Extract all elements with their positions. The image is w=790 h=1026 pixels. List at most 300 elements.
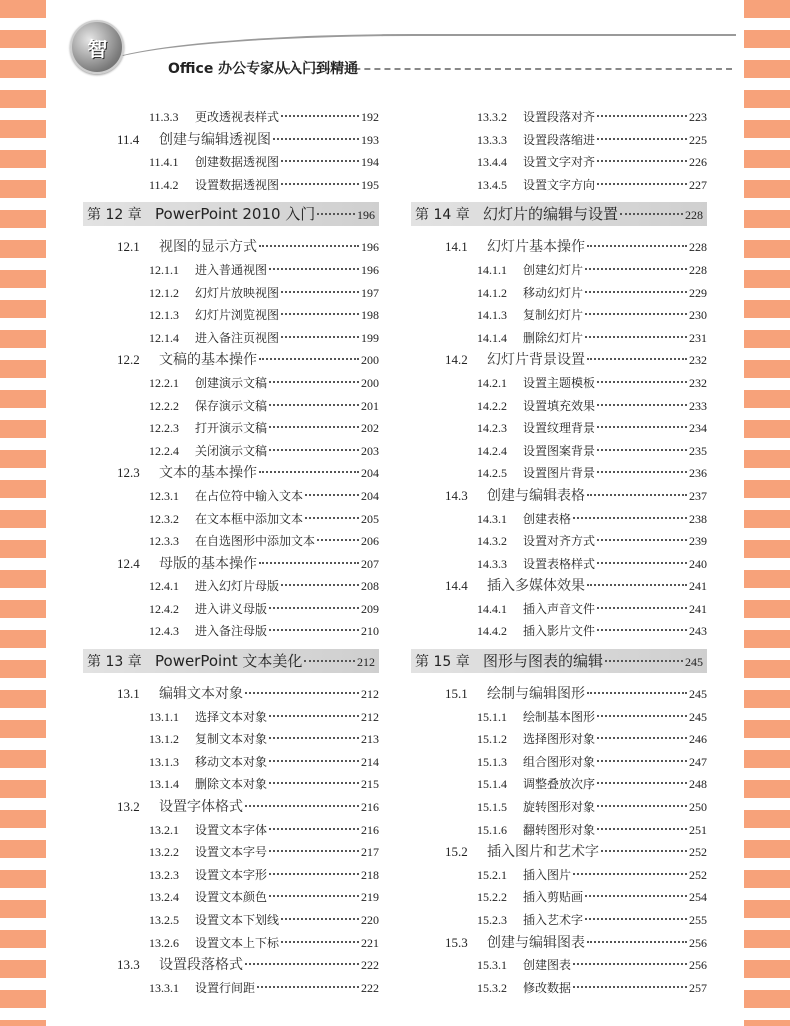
toc-subsection-entry [83,886,379,909]
toc-section-entry [83,954,379,977]
toc-subsection-entry [83,106,379,129]
toc-entry-page: 203 [361,443,379,458]
toc-entry-title: 幻灯片放映视图 [195,285,280,300]
toc-entry-title: 打开演示文稿 [195,421,268,436]
toc-entry-title: 插入艺术字 [523,913,584,927]
toc-section-entry [411,236,707,259]
toc-entry-title: 创建与编辑图表 [487,934,585,951]
dot-leader [573,963,687,965]
dot-leader [601,850,687,852]
toc-entry-title: 调整叠放次序 [523,777,596,792]
dot-leader [245,805,359,807]
toc-entry-page: 218 [361,867,379,882]
toc-entry-number: 15.1.5 [477,800,507,815]
toc-entry-title: 设置段落格式 [159,957,243,974]
logo-text: 智 [87,36,107,61]
dot-leader [597,160,687,162]
toc-entry-number: 13.4.5 [477,177,507,192]
toc-subsection-entry [83,620,379,643]
toc-entry-title: 设置主题模板 [523,375,596,390]
dot-leader [597,629,687,631]
toc-entry-title: 更改透视表样式 [195,110,280,124]
toc-entry-title: 创建表格 [523,511,572,526]
toc-entry-title: 组合图形对象 [523,754,596,769]
toc-subsection-entry [83,259,379,282]
dot-leader [259,245,359,247]
dot-leader [257,986,359,988]
dot-leader [269,404,359,406]
toc-entry-number: 12.3 [117,465,140,481]
toc-subsection-entry [411,864,707,887]
dot-leader [281,291,359,293]
toc-entry-page: 194 [361,155,379,170]
toc-entry-number: 12.3.1 [149,488,179,503]
toc-entry-number: 12.1 [117,239,140,255]
toc-entry-page: 192 [361,110,379,124]
toc-entry-number: 15.1.1 [477,709,507,724]
toc-section-entry [83,796,379,819]
toc-entry-number: 12.2.4 [149,443,179,458]
toc-entry-page: 200 [361,353,379,368]
toc-subsection-entry [83,932,379,955]
toc-subsection-entry [83,773,379,796]
toc-subsection-entry [411,462,707,485]
toc-entry-page: 251 [689,822,707,837]
toc-subsection-entry [83,395,379,418]
dot-leader [587,358,687,360]
toc-entry-number: 13.1.2 [149,732,179,747]
toc-subsection-entry [83,819,379,842]
page-header [54,0,736,82]
toc-entry-title: 插入图片 [523,867,572,882]
toc-entry-number: 14.2.4 [477,443,507,458]
toc-entry-page: 216 [361,822,379,837]
dot-leader [281,313,359,315]
toc-entry-page: 229 [689,285,707,300]
toc-subsection-entry [83,304,379,327]
dot-leader [597,138,687,140]
dot-leader [573,873,687,875]
toc-entry-title: 设置表格样式 [523,556,596,571]
toc-entry-number: 15.1.4 [477,777,507,792]
toc-chapter-heading [83,649,379,673]
toc-entry-page: 231 [689,330,707,345]
toc-subsection-entry [83,282,379,305]
toc-entry-page: 241 [689,601,707,616]
toc-subsection-entry [83,174,379,197]
toc-entry-number: 11.4.2 [149,177,179,192]
dot-leader [585,918,687,920]
toc-entry-title: 进入讲义母版 [195,601,268,616]
dot-leader [587,494,687,496]
dot-leader [269,760,359,762]
toc-section-entry [83,129,379,152]
toc-entry-page: 257 [689,980,707,995]
toc-entry-page: 240 [689,556,707,571]
toc-entry-title: 设置段落对齐 [523,110,596,124]
toc-entry-number: 15.1.6 [477,822,507,837]
toc-entry-page: 214 [361,754,379,769]
toc-entry-number: 11.3.3 [149,110,179,124]
dot-leader [597,471,687,473]
toc-entry-title: 设置图片背景 [523,466,596,481]
toc-entry-number: 13.2.4 [149,890,179,905]
toc-entry-number: 13.2 [117,799,140,815]
toc-subsection-entry [411,395,707,418]
toc-entry-page: 245 [689,709,707,724]
toc-subsection-entry [411,174,707,197]
toc-subsection-entry [411,417,707,440]
dot-leader [597,782,687,784]
toc-entry-number: 第 14 章 [415,207,470,224]
toc-entry-number: 13.1.1 [149,709,179,724]
toc-entry-title: 设置文本字体 [195,822,268,837]
toc-entry-title: 移动幻灯片 [523,285,584,300]
toc-left-column [83,106,379,999]
dot-leader [317,539,359,541]
toc-entry-title: 插入影片文件 [523,624,596,639]
dot-leader [269,449,359,451]
dot-leader [281,584,359,586]
toc-section-entry [83,349,379,372]
dot-leader [281,918,359,920]
toc-entry-title: 创建与编辑透视图 [159,131,271,148]
toc-entry-page: 204 [361,466,379,481]
toc-entry-page: 202 [361,421,379,436]
toc-entry-title: 在自选图形中添加文本 [195,534,316,549]
toc-section-entry [411,932,707,955]
toc-entry-number: 12.3.3 [149,534,179,549]
toc-subsection-entry [83,151,379,174]
toc-section-entry [83,236,379,259]
dot-leader [245,692,359,694]
toc-subsection-entry [411,796,707,819]
toc-entry-page: 247 [689,754,707,769]
toc-entry-page: 197 [361,285,379,300]
toc-subsection-entry [411,530,707,553]
dot-leader [573,517,687,519]
dot-leader [597,715,687,717]
toc-subsection-entry [411,106,707,129]
toc-entry-number: 第 15 章 [415,654,470,671]
toc-subsection-entry [83,327,379,350]
toc-entry-number: 第 13 章 [87,654,142,671]
toc-entry-number: 12.1.1 [149,262,179,277]
toc-entry-page: 245 [685,655,703,670]
toc-entry-page: 219 [361,890,379,905]
toc-entry-number: 15.2.2 [477,890,507,905]
toc-entry-title: 创建与编辑表格 [487,487,585,504]
dot-leader [587,584,687,586]
toc-entry-title: 创建数据透视图 [195,155,280,170]
toc-subsection-entry [83,417,379,440]
toc-entry-number: 14.1.1 [477,262,507,277]
dot-leader [269,895,359,897]
toc-section-entry [411,575,707,598]
dot-leader [281,160,359,162]
toc-subsection-entry [411,886,707,909]
toc-entry-page: 233 [689,398,707,413]
toc-entry-title: 设置填充效果 [523,398,596,413]
toc-entry-page: 222 [361,958,379,973]
toc-entry-title: 幻灯片基本操作 [487,239,585,256]
toc-entry-page: 234 [689,421,707,436]
toc-entry-page: 212 [361,709,379,724]
toc-entry-title: 文本的基本操作 [159,465,257,482]
toc-entry-title: 绘制与编辑图形 [487,686,585,703]
toc-entry-number: 14.2 [445,352,468,368]
toc-entry-number: 13.4.4 [477,155,507,170]
dot-leader [597,805,687,807]
dot-leader [269,607,359,609]
toc-entry-number: 14.2.5 [477,466,507,481]
toc-entry-page: 195 [361,177,379,192]
dot-leader [597,426,687,428]
toc-entry-page: 217 [361,845,379,860]
toc-entry-number: 13.1.4 [149,777,179,792]
dot-leader [597,539,687,541]
toc-subsection-entry [411,598,707,621]
toc-subsection-entry [411,304,707,327]
dot-leader [597,828,687,830]
toc-entry-page: 252 [689,867,707,882]
toc-entry-title: 选择文本对象 [195,709,268,724]
toc-entry-page: 206 [361,534,379,549]
toc-entry-number: 13.1 [117,686,140,702]
dot-leader [305,494,359,496]
toc-right-column [411,106,707,999]
right-edge-stripes [744,0,790,1026]
toc-entry-title: PowerPoint 2010 入门 [155,205,316,224]
toc-entry-number: 15.3 [445,934,468,950]
toc-entry-page: 196 [357,208,375,223]
left-edge-stripes [0,0,46,1026]
toc-subsection-entry [411,728,707,751]
toc-subsection-entry [411,751,707,774]
toc-entry-page: 237 [689,488,707,503]
toc-entry-title: 插入图片和艺术字 [487,844,599,861]
toc-subsection-entry [83,598,379,621]
toc-entry-title: 关闭演示文稿 [195,443,268,458]
dot-leader [597,607,687,609]
dot-leader [269,850,359,852]
toc-subsection-entry [411,909,707,932]
toc-entry-page: 204 [361,488,379,503]
toc-entry-page: 227 [689,177,707,192]
toc-chapter-heading [411,649,707,673]
dot-leader [281,336,359,338]
dot-leader [585,268,687,270]
toc-subsection-entry [411,773,707,796]
toc-entry-title: 设置文字方向 [523,177,596,192]
toc-entry-title: 幻灯片浏览视图 [195,308,280,323]
toc-entry-page: 199 [361,330,379,345]
toc-entry-title: 设置行间距 [195,980,256,995]
book-title: Office 办公专家从入门到精通 [168,61,359,77]
toc-subsection-entry [83,909,379,932]
toc-entry-title: 创建幻灯片 [523,262,584,277]
toc-entry-page: 245 [689,687,707,702]
toc-entry-number: 13.2.6 [149,935,179,950]
dot-leader [573,986,687,988]
toc-entry-page: 223 [689,110,707,124]
toc-entry-number: 12.4.1 [149,579,179,594]
toc-section-entry [83,683,379,706]
toc-entry-number: 14.3.1 [477,511,507,526]
toc-entry-title: 选择图形对象 [523,732,596,747]
toc-entry-number: 11.4 [117,131,140,147]
toc-entry-page: 216 [361,800,379,815]
toc-entry-number: 14.1.4 [477,330,507,345]
toc-entry-number: 14.1.2 [477,285,507,300]
dot-leader [597,183,687,185]
dot-leader [269,782,359,784]
dot-leader [620,213,683,215]
toc-entry-title: 编辑文本对象 [159,686,243,703]
dot-leader [269,737,359,739]
toc-entry-page: 248 [689,777,707,792]
toc-entry-page: 222 [361,980,379,995]
toc-entry-page: 228 [685,208,703,223]
toc-entry-number: 15.3.2 [477,980,507,995]
toc-entry-number: 13.3.2 [477,110,507,124]
toc-entry-page: 221 [361,935,379,950]
toc-entry-page: 213 [361,732,379,747]
toc-entry-page: 207 [361,556,379,571]
dot-leader [269,715,359,717]
toc-subsection-entry [411,977,707,1000]
toc-entry-number: 12.3.2 [149,511,179,526]
toc-entry-number: 15.1 [445,686,468,702]
toc-entry-page: 212 [361,687,379,702]
toc-entry-number: 12.1.4 [149,330,179,345]
toc-subsection-entry [83,508,379,531]
toc-subsection-entry [83,751,379,774]
dot-leader [585,336,687,338]
toc-entry-number: 14.2.2 [477,398,507,413]
toc-entry-page: 236 [689,466,707,481]
toc-entry-page: 241 [689,579,707,594]
toc-entry-number: 13.2.1 [149,822,179,837]
toc-entry-title: 绘制基本图形 [523,709,596,724]
toc-subsection-entry [411,620,707,643]
toc-entry-title: 进入备注页视图 [195,330,280,345]
toc-entry-number: 14.3.3 [477,556,507,571]
toc-entry-title: 保存演示文稿 [195,398,268,413]
toc-entry-title: 在文本框中添加文本 [195,511,304,526]
toc-subsection-entry [411,372,707,395]
toc-entry-title: 设置文本下划线 [195,913,280,927]
toc-entry-page: 246 [689,732,707,747]
toc-entry-title: 设置文本颜色 [195,890,268,905]
toc-subsection-entry [411,440,707,463]
toc-subsection-entry [83,530,379,553]
dot-leader [273,138,359,140]
toc-chapter-heading [411,202,707,226]
toc-subsection-entry [411,151,707,174]
dot-leader [597,115,687,117]
toc-entry-title: 视图的显示方式 [159,239,257,256]
dot-leader [587,245,687,247]
dot-leader [269,381,359,383]
toc-entry-page: 201 [361,398,379,413]
toc-entry-title: 设置文字对齐 [523,155,596,170]
toc-entry-page: 198 [361,308,379,323]
toc-entry-page: 254 [689,890,707,905]
toc-subsection-entry [411,954,707,977]
dot-leader [585,291,687,293]
toc-entry-title: 设置文本字形 [195,867,268,882]
dot-leader [597,381,687,383]
toc-subsection-entry [83,977,379,1000]
dot-leader [597,449,687,451]
dot-leader [605,660,683,662]
toc-subsection-entry [411,282,707,305]
toc-entry-number: 13.2.2 [149,845,179,860]
dot-leader [597,737,687,739]
toc-entry-number: 15.1.3 [477,754,507,769]
dot-leader [259,562,359,564]
toc-entry-title: 删除文本对象 [195,777,268,792]
toc-entry-number: 12.2.1 [149,375,179,390]
toc-entry-title: 设置字体格式 [159,799,243,816]
toc-entry-title: 幻灯片背景设置 [487,352,585,369]
dot-leader [597,562,687,564]
toc-entry-number: 15.1.2 [477,732,507,747]
toc-subsection-entry [411,553,707,576]
toc-entry-page: 210 [361,624,379,639]
toc-entry-number: 13.2.5 [149,913,179,927]
toc-entry-title: 设置段落缩进 [523,132,596,147]
toc-entry-number: 14.2.3 [477,421,507,436]
dot-leader [269,828,359,830]
toc-section-entry [411,841,707,864]
dot-leader [245,963,359,965]
toc-entry-number: 14.3.2 [477,534,507,549]
toc-entry-title: 文稿的基本操作 [159,352,257,369]
toc-entry-page: 209 [361,601,379,616]
toc-entry-number: 13.1.3 [149,754,179,769]
dot-leader [597,760,687,762]
toc-entry-title: 图形与图表的编辑 [483,652,604,671]
toc-entry-number: 14.1 [445,239,468,255]
toc-entry-title: 复制文本对象 [195,732,268,747]
toc-entry-title: 设置图案背景 [523,443,596,458]
toc-entry-number: 12.2.3 [149,421,179,436]
toc-subsection-entry [83,440,379,463]
toc-entry-page: 256 [689,958,707,973]
toc-entry-page: 230 [689,308,707,323]
toc-section-entry [411,349,707,372]
toc-entry-page: 225 [689,132,707,147]
toc-entry-number: 15.2 [445,844,468,860]
toc-entry-page: 226 [689,155,707,170]
dot-leader [317,213,355,215]
toc-entry-page: 235 [689,443,707,458]
dot-leader [585,895,687,897]
toc-entry-title: 设置对齐方式 [523,534,596,549]
toc-entry-page: 205 [361,511,379,526]
dot-leader [587,941,687,943]
toc-entry-number: 15.2.3 [477,913,507,927]
dot-leader [281,115,359,117]
toc-entry-number: 14.4.1 [477,601,507,616]
toc-entry-page: 255 [689,913,707,927]
toc-entry-number: 13.3.3 [477,132,507,147]
toc-section-entry [411,683,707,706]
toc-entry-page: 196 [361,240,379,255]
toc-entry-page: 243 [689,624,707,639]
